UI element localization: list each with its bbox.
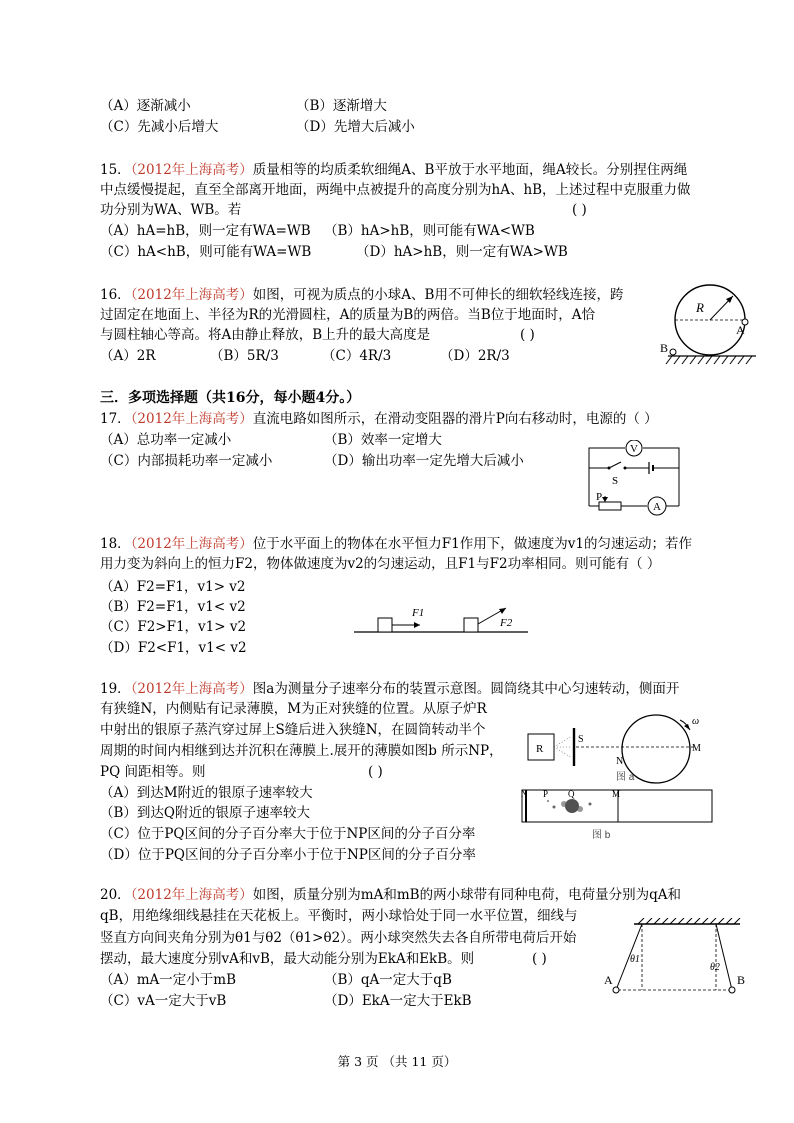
q20-fig-label-b: B [737, 973, 746, 987]
q14-option-d: （D）先增大后减小 [296, 119, 415, 135]
q17-text: 直流电路如图所示，在滑动变阻器的滑片P向右移动时，电源的（ ） [252, 411, 658, 427]
q16-line-3: 与圆柱轴心等高。将A由静止释放，B上升的最大高度是 [100, 327, 431, 343]
q19-text: 图a为测量分子速率分布的装置示意图。圆筒绕其中心匀速转动，侧面开 [252, 681, 680, 697]
q20-option-c: （C）vA一定大于vB [100, 993, 227, 1009]
q14-option-b: （B）逐渐增大 [296, 98, 387, 114]
q19-line-3: 中射出的银原子蒸汽穿过屏上S缝后进入狭缝N，在圆筒转动半个 [100, 722, 486, 738]
q17-option-c: （C）内部损耗功率一定减小 [100, 453, 273, 469]
q19-line-2: 有狭缝N，内侧贴有记录薄膜，M为正对狭缝的位置。从原子炉R [100, 701, 487, 717]
q14-option-a: （A）逐渐减小 [100, 98, 191, 114]
q15-number: 15． [100, 162, 131, 178]
q19-apparatus-figure [518, 712, 718, 844]
q20-option-d: （D）EkA一定大于EkB [324, 993, 472, 1009]
q18-option-a: （A）F2=F1，v1> v2 [100, 579, 246, 595]
q19-answer-paren: ( ) [368, 764, 383, 780]
page-footer: 第 3 页 （共 11 页） [337, 1054, 457, 1069]
q16-option-b: （B）5R/3 [210, 348, 279, 364]
q19-fig-caption-a: 图 a [616, 772, 635, 783]
q20-line-4: 摆动，最大速度分别vA和vB，最大动能分别为EkA和EkB。则 [100, 951, 475, 967]
q19-option-b: （B）到达Q附近的银原子速率较大 [100, 805, 310, 821]
q17-option-b: （B）效率一定增大 [324, 432, 442, 448]
q19-number: 19． [100, 681, 131, 697]
section-heading: 三．多项选择题（共16分，每小题4分。） [100, 390, 361, 406]
q15-option-d: （D）hA>hB，则一定有WA>WB [356, 244, 568, 260]
q16-number: 16． [100, 287, 131, 303]
q19-option-c: （C）位于PQ区间的分子百分率大于位于NP区间的分子百分率 [100, 826, 476, 842]
q18-line-1 [100, 535, 692, 553]
q16-fig-label-b: B [660, 341, 669, 355]
q19-fig-m: M [692, 743, 701, 754]
q19-fig-caption-b: 图 b [592, 830, 611, 841]
q15-line-1 [100, 161, 687, 179]
q16-answer-paren: ( ) [520, 327, 535, 343]
q19-fig-r: R [536, 743, 544, 755]
q19-fig-b-n: N [521, 789, 528, 799]
q18-line-2: 用力变为斜向上的恒力F2，物体做速度为v2的匀速运动，且F1与F2功率相同。则可能有（ ） [100, 556, 661, 572]
q16-source: （2012年上海高考） [130, 287, 253, 303]
q20-source: （2012年上海高考） [130, 887, 253, 903]
q20-answer-paren: ( ) [532, 951, 547, 967]
q20-text: 如图，质量分别为mA和mB的两小球带有同种电荷，电荷量分别为qA和 [252, 887, 681, 903]
q18-option-c: （C）F2>F1，v1> v2 [100, 619, 247, 635]
q19-fig-b-m: M [612, 789, 621, 799]
q16-fig-label-a: A [736, 323, 745, 337]
q17-fig-voltmeter-label: V [630, 443, 638, 455]
q16-text: 如图，可视为质点的小球A、B用不可伸长的细软轻线连接，跨 [252, 287, 624, 303]
q15-line-3: 功分别为WA、WB。若 [100, 202, 242, 218]
q17-circuit-figure [585, 440, 685, 520]
q18-text: 位于水平面上的物体在水平恒力F1作用下，做速度为v1的匀速运动；若作 [252, 536, 692, 552]
q17-line-1 [100, 410, 658, 428]
q20-fig-label-a: A [604, 973, 613, 987]
q15-option-a: （A）hA=hB，则一定有WA=WB [100, 223, 311, 239]
q15-line-2: 中点缓慢提起，直至全部离开地面，两绳中点被提升的高度分别为hA、hB，上述过程中克服重力做 [100, 182, 691, 198]
q15-answer-paren: ( ) [572, 202, 587, 218]
q19-option-a: （A）到达M附近的银原子速率较大 [100, 785, 313, 801]
q19-option-d: （D）位于PQ区间的分子百分率小于位于NP区间的分子百分率 [100, 847, 476, 863]
q19-fig-b-p: P [543, 789, 549, 799]
q20-line-2: qB，用绝缘细线悬挂在天花板上。平衡时，两小球恰处于同一水平位置，细线与 [100, 908, 578, 924]
q19-line-4: 周期的时间内相继到达并沉积在薄膜上.展开的薄膜如图b 所示NP， [100, 743, 503, 759]
q16-fig-label-r: R [696, 300, 704, 315]
q16-option-a: （A）2R [100, 348, 156, 364]
q16-line-1 [100, 286, 623, 304]
q20-fig-theta2: θ2 [710, 962, 720, 973]
q17-number: 17． [100, 411, 131, 427]
q18-number: 18． [100, 536, 131, 552]
q20-line-3: 竖直方向间夹角分别为θ1与θ2（θ1>θ2）。两小球突然失去各自所带电荷后开始 [100, 930, 577, 946]
q18-option-b: （B）F2=F1，v1< v2 [100, 599, 246, 615]
q14-option-c: （C）先减小后增大 [100, 119, 219, 135]
q17-option-d: （D）输出功率一定先增大后减小 [324, 453, 524, 469]
q20-line-1 [100, 886, 681, 904]
q19-fig-b-q: Q [568, 789, 575, 799]
q18-force-figure [352, 600, 532, 640]
q16-line-2: 过固定在地面上、半径为R的光滑圆柱，A的质量为B的两倍。当B位于地面时，A恰 [100, 307, 596, 323]
q18-source: （2012年上海高考） [130, 536, 253, 552]
q15-option-c: （C）hA<hB，则可能有WA=WB [100, 244, 312, 260]
q16-cylinder-figure [660, 282, 760, 382]
q16-option-c: （C）4R/3 [322, 348, 392, 364]
q20-pendulum-figure [600, 918, 750, 1000]
q18-fig-f1-label: F1 [412, 607, 425, 619]
q19-fig-omega: ω [692, 716, 700, 727]
q18-option-d: （D）F2<F1，v1< v2 [100, 640, 247, 656]
q19-fig-s: S [578, 734, 584, 745]
q20-number: 20． [100, 887, 131, 903]
q17-source: （2012年上海高考） [130, 411, 253, 427]
q16-option-d: （D）2R/3 [440, 348, 510, 364]
q19-line-5: PQ 间距相等。则 [100, 764, 206, 780]
q17-fig-switch-label: S [612, 475, 619, 487]
q19-source: （2012年上海高考） [130, 681, 253, 697]
q20-option-a: （A）mA一定小于mB [100, 972, 237, 988]
q17-option-a: （A）总功率一定减小 [100, 432, 232, 448]
q20-option-b: （B）qA一定大于qB [324, 972, 452, 988]
q17-fig-slider-label: P [596, 491, 603, 503]
q19-fig-n: N [616, 756, 624, 767]
q17-fig-ammeter-label: A [653, 501, 661, 513]
q18-fig-f2-label: F2 [500, 617, 513, 629]
q15-source: （2012年上海高考） [130, 162, 253, 178]
q19-line-1 [100, 680, 679, 698]
q15-option-b: （B）hA>hB，则可能有WA<WB [324, 223, 535, 239]
q20-fig-theta1: θ1 [630, 954, 640, 965]
q15-text: 质量相等的均质柔软细绳A、B平放于水平地面，绳A较长。分别捏住两绳 [252, 162, 688, 178]
